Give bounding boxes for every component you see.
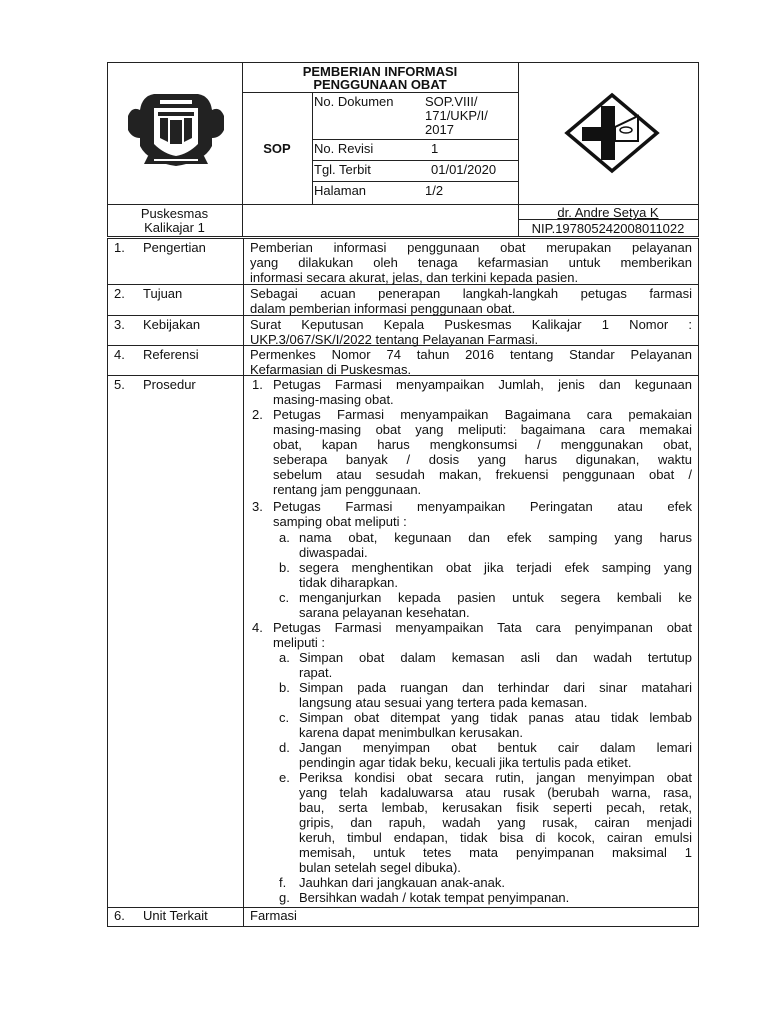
text-line: menganjurkan kepada pasien untuk segera kembali ke	[299, 590, 692, 605]
procedure-step-marker: 4.	[252, 620, 263, 635]
text-line: yang telah kadaluwarsa atau rusak (berubah warna, rasa,	[299, 785, 692, 800]
section-title-referensi: Referensi	[143, 347, 199, 362]
text-line: Simpan pada ruangan dan terhindar dari sinar matahari	[299, 680, 692, 695]
text-line: informasi secara akurat, jelas, dan terkini kepada pasien.	[250, 270, 579, 285]
text-line: bau, serta lembab, kerusakan fisik seperti pecah, retak,	[299, 800, 692, 815]
text-line: UKP.3/067/SK/I/2022 tentang Pelayanan Farmasi.	[250, 332, 539, 347]
section-title-prosedur: Prosedur	[143, 377, 196, 392]
procedure-step-4-item-c	[299, 710, 692, 740]
meta-value-revision: 1	[431, 141, 439, 156]
signatory-name: dr. Andre Setya K	[557, 205, 659, 220]
procedure-step-4-item-e	[299, 770, 692, 875]
section-body-unit-terkait: Farmasi	[250, 908, 297, 923]
text-line: Sebagai acuan penerapan langkah-langkah petugas farmasi	[250, 286, 692, 301]
procedure-step-2	[273, 407, 692, 497]
document-title-line-2: PENGGUNAAN OBAT	[313, 77, 447, 92]
meta-value-document-number-line-1: SOP.VIII/	[425, 94, 478, 109]
section-title-kebijakan: Kebijakan	[143, 317, 201, 332]
meta-value-issue-date: 01/01/2020	[431, 162, 497, 177]
text-line: Kefarmasian di Puskesmas.	[250, 362, 412, 377]
text-line: pendingin agar tidak beku, kecuali jika tertulis pada etiket.	[299, 755, 632, 770]
puskesmas-logo	[564, 92, 660, 174]
text-line: obat, kapan harus mengkonsumsi / menggunakan obat,	[273, 437, 692, 452]
text-line: yang dilakukan oleh tenaga kefarmasian untuk memberikan	[250, 255, 692, 270]
section-body-tujuan	[250, 286, 692, 316]
sub-item-marker: g.	[279, 890, 290, 905]
procedure-step-4-item-f	[299, 875, 692, 890]
meta-value-document-number-line-3: 2017	[425, 122, 454, 137]
document-title-line-1: PEMBERIAN INFORMASI	[302, 64, 458, 79]
section-body-referensi	[250, 347, 692, 377]
procedure-step-3-item-c	[299, 590, 692, 620]
regional-emblem-logo	[124, 86, 228, 170]
text-line: masing-masing obat.	[273, 392, 394, 407]
procedure-step-4-item-a	[299, 650, 692, 680]
text-line: seberapa banyak / dosis yang harus digunakan, waktu	[273, 452, 692, 467]
text-line: tidak diharapkan.	[299, 575, 399, 590]
section-number-1: 1.	[114, 240, 125, 255]
text-line: segera menghentikan obat jika terjadi efek samping yang	[299, 560, 692, 575]
procedure-step-marker: 1.	[252, 377, 263, 392]
text-line: karena dapat menimbulkan kerusakan.	[299, 725, 524, 740]
section-title-tujuan: Tujuan	[143, 286, 183, 301]
text-line: Jangan menyimpan obat bentuk cair dalam lemari	[299, 740, 692, 755]
text-line: gripis, dan rapuh, wadah yang rusak, cairan menjadi	[299, 815, 692, 830]
text-line: memisah, untuk tetes mata penyimpanan maksimal 1	[299, 845, 692, 860]
sub-item-marker: e.	[279, 770, 290, 785]
procedure-step-4-item-g	[299, 890, 692, 905]
text-line: rapat.	[299, 665, 333, 680]
text-line: Simpan obat ditempat yang tidak panas atau tidak lembab	[299, 710, 692, 725]
text-line: Petugas Farmasi menyampaikan Tata cara penyimpanan obat	[273, 620, 692, 635]
meta-value-page: 1/2	[425, 183, 444, 198]
section-title-pengertian: Pengertian	[143, 240, 206, 255]
text-line: diwaspadai.	[299, 545, 368, 560]
text-line: Petugas Farmasi menyampaikan Bagaimana cara pemakaian	[273, 407, 692, 422]
sub-item-marker: c.	[279, 710, 290, 725]
meta-label-page: Halaman	[314, 183, 367, 198]
section-body-pengertian	[250, 240, 692, 285]
section-title-unit-terkait: Unit Terkait	[143, 908, 208, 923]
text-line: bulan setelah segel dibuka).	[299, 860, 461, 875]
procedure-step-4	[273, 620, 692, 650]
text-line: sebelum atau sesudah makan, frekuensi penggunaan obat /	[273, 467, 692, 482]
text-line: Periksa kondisi obat secara rutin, jangan menyimpan obat	[299, 770, 692, 785]
text-line: meliputi :	[273, 635, 326, 650]
sub-item-marker: a.	[279, 650, 290, 665]
text-line: dalam pemberian informasi penggunaan obat.	[250, 301, 516, 316]
sub-item-marker: c.	[279, 590, 290, 605]
procedure-step-3-item-a	[299, 530, 692, 560]
procedure-step-1	[273, 377, 692, 407]
sub-item-marker: b.	[279, 680, 290, 695]
procedure-step-3-item-b	[299, 560, 692, 590]
text-line: Bersihkan wadah / kotak tempat penyimpanan.	[299, 890, 570, 905]
meta-label-revision: No. Revisi	[314, 141, 374, 156]
procedure-step-4-item-d	[299, 740, 692, 770]
meta-value-document-number-line-2: 171/UKP/I/	[425, 108, 488, 123]
organization-name-line-1: Puskesmas	[140, 206, 209, 221]
sop-label: SOP	[263, 141, 291, 156]
sub-item-marker: b.	[279, 560, 290, 575]
procedure-step-3	[273, 499, 692, 529]
organization-name-line-2: Kalikajar 1	[144, 220, 205, 235]
sub-item-marker: f.	[279, 875, 287, 890]
signatory-nip: NIP.197805242008011022	[531, 221, 685, 236]
text-line: Jauhkan dari jangkauan anak-anak.	[299, 875, 505, 890]
text-line: Pemberian informasi penggunaan obat merupakan pelayanan	[250, 240, 692, 255]
section-body-kebijakan	[250, 317, 692, 347]
text-line: Surat Keputusan Kepala Puskesmas Kalikajar 1 Nomor :	[250, 317, 692, 332]
section-number-5: 5.	[114, 377, 125, 392]
text-line: Permenkes Nomor 74 tahun 2016 tentang Standar Pelayanan	[250, 347, 692, 362]
text-line: rentang jam penggunaan.	[273, 482, 422, 497]
sub-item-marker: a.	[279, 530, 290, 545]
meta-label-document-number: No. Dokumen	[314, 94, 394, 109]
procedure-step-marker: 2.	[252, 407, 263, 422]
section-number-4: 4.	[114, 347, 125, 362]
procedure-step-marker: 3.	[252, 499, 263, 514]
text-line: keruh, timbul endapan, tidak bisa di kocok, cairan emulsi	[299, 830, 692, 845]
text-line: Simpan obat dalam kemasan asli dan wadah tertutup	[299, 650, 692, 665]
text-line: langsung atau sesuai yang tertera pada kemasan.	[299, 695, 588, 710]
text-line: samping obat meliputi :	[273, 514, 407, 529]
section-number-6: 6.	[114, 908, 125, 923]
text-line: Petugas Farmasi menyampaikan Jumlah, jenis dan kegunaan	[273, 377, 692, 392]
text-line: sarana pelayanan kesehatan.	[299, 605, 470, 620]
procedure-step-4-item-b	[299, 680, 692, 710]
section-number-3: 3.	[114, 317, 125, 332]
meta-label-issue-date: Tgl. Terbit	[314, 162, 371, 177]
text-line: nama obat, kegunaan dan efek samping yang harus	[299, 530, 692, 545]
section-number-2: 2.	[114, 286, 125, 301]
text-line: masing-masing obat yang meliputi: bagaimana cara memakai	[273, 422, 692, 437]
text-line: Petugas Farmasi menyampaikan Peringatan atau efek	[273, 499, 692, 514]
sub-item-marker: d.	[279, 740, 290, 755]
